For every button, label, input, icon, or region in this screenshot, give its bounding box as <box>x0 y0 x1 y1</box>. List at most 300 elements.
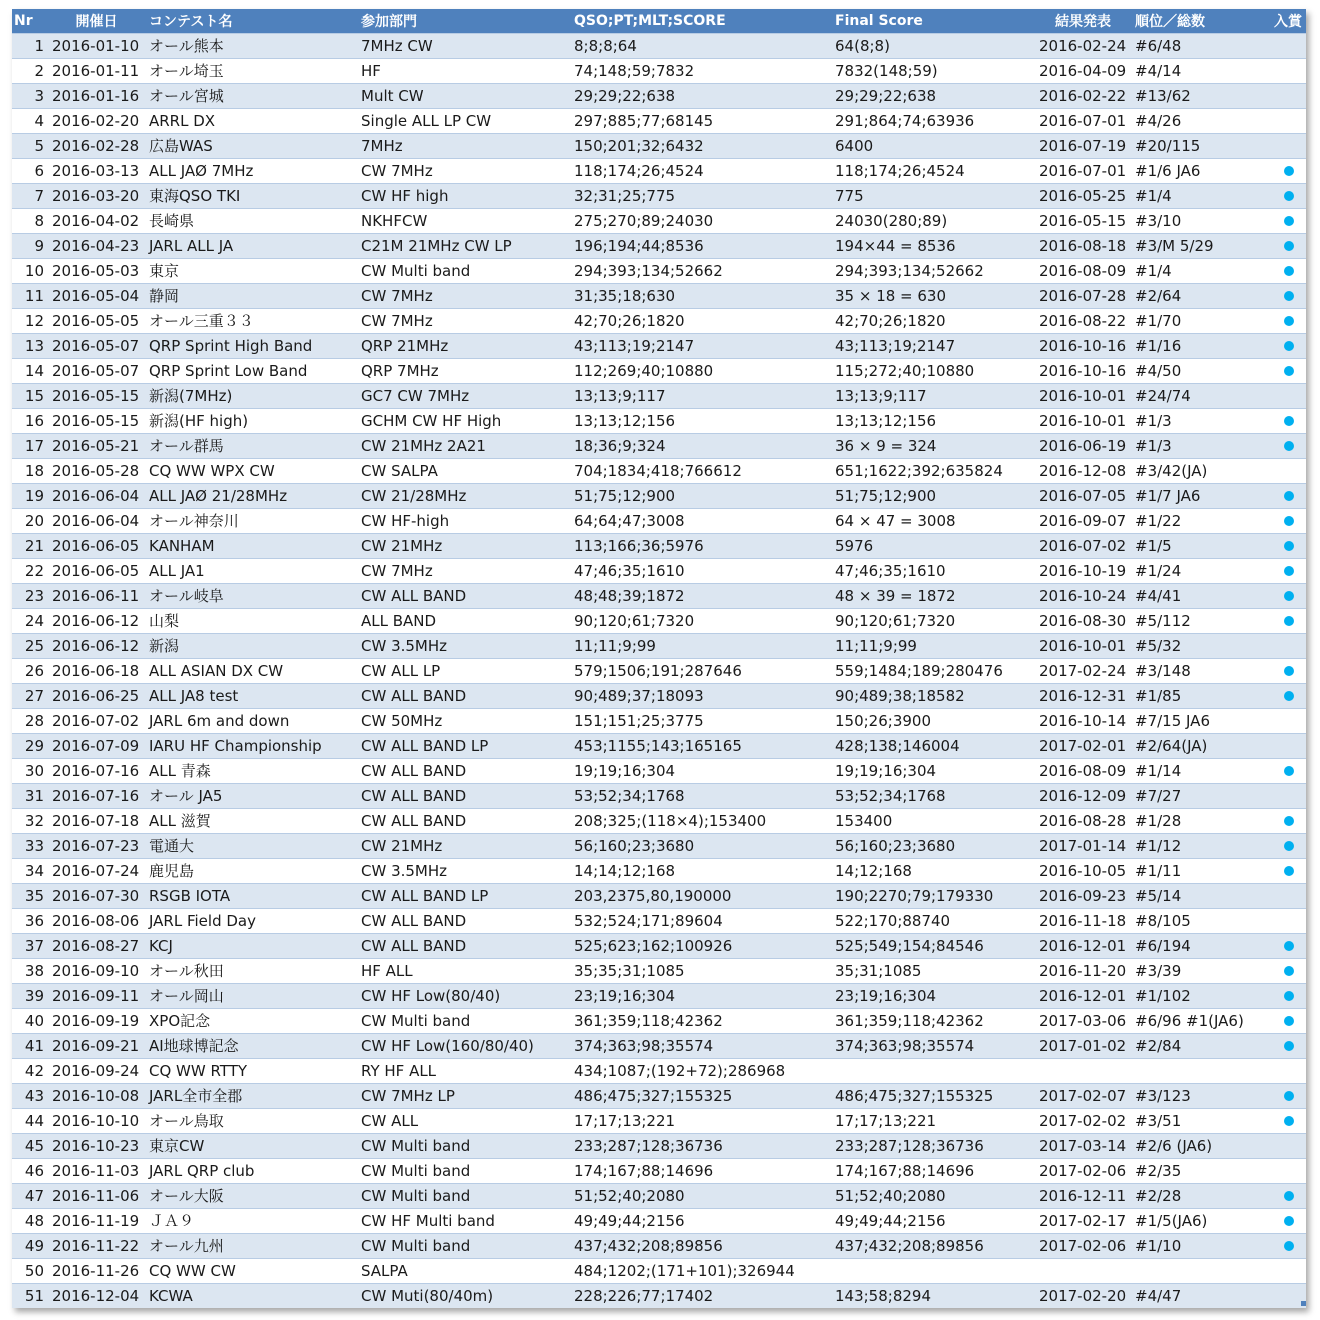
cell-nr: 44 <box>24 1111 44 1130</box>
cell-released: 2016-10-19 <box>1039 561 1127 580</box>
cell-award <box>1266 683 1306 708</box>
cell-nr: 1 <box>34 36 44 55</box>
cell-award <box>1266 1108 1306 1133</box>
cell-category: 7MHz CW <box>361 36 433 55</box>
cell-final-score: 118;174;26;4524 <box>835 161 965 180</box>
cell-qso: 8;8;8;64 <box>574 36 637 55</box>
cell-award <box>1266 233 1306 258</box>
header-released: 結果発表 <box>1055 13 1111 30</box>
award-dot-icon <box>1284 1216 1294 1226</box>
cell-contest: CQ WW RTTY <box>149 1061 248 1080</box>
cell-date: 2016-06-05 <box>52 536 140 555</box>
cell-contest: CQ WW CW <box>149 1261 236 1280</box>
cell-rank: #1/3 <box>1135 436 1172 455</box>
cell-qso: 43;113;19;2147 <box>574 336 695 355</box>
cell-category: CW HF Low(80/40) <box>361 986 501 1005</box>
cell-qso: 361;359;118;42362 <box>574 1011 723 1030</box>
cell-final-score: 51;52;40;2080 <box>835 1186 946 1205</box>
cell-qso: 13;13;12;156 <box>574 411 676 430</box>
cell-released: 2017-02-01 <box>1039 736 1127 755</box>
cell-contest: オール岐阜 <box>149 586 224 605</box>
cell-final-score: 11;11;9;99 <box>835 636 917 655</box>
cell-date: 2016-10-08 <box>52 1086 140 1105</box>
cell-nr: 33 <box>24 836 44 855</box>
cell-nr: 26 <box>24 661 44 680</box>
cell-contest: オール三重３３ <box>149 311 254 330</box>
cell-final-score: 6400 <box>835 136 874 155</box>
cell-final-score: 190;2270;79;179330 <box>835 886 994 905</box>
cell-qso: 29;29;22;638 <box>574 86 676 105</box>
cell-category: HF ALL <box>361 961 413 980</box>
cell-rank: #5/32 <box>1135 636 1182 655</box>
award-dot-icon <box>1284 366 1294 376</box>
cell-nr: 2 <box>34 61 44 80</box>
cell-award <box>1266 558 1306 583</box>
table-row <box>12 683 1306 708</box>
cell-released: 2017-02-17 <box>1039 1211 1127 1230</box>
cell-rank: #1/11 <box>1135 861 1182 880</box>
cell-released: 2016-10-14 <box>1039 711 1127 730</box>
cell-qso: 19;19;16;304 <box>574 761 676 780</box>
cell-award <box>1266 1258 1306 1283</box>
cell-nr: 8 <box>34 211 44 230</box>
cell-rank: #1/3 <box>1135 411 1172 430</box>
award-dot-icon <box>1284 841 1294 851</box>
cell-rank: #1/16 <box>1135 336 1182 355</box>
cell-award <box>1266 1133 1306 1158</box>
cell-award <box>1266 383 1306 408</box>
cell-released: 2016-07-01 <box>1039 161 1127 180</box>
cell-date: 2016-03-13 <box>52 161 140 180</box>
cell-released: 2016-09-07 <box>1039 511 1127 530</box>
cell-nr: 19 <box>24 486 44 505</box>
cell-final-score: 522;170;88740 <box>835 911 951 930</box>
cell-contest: 東京CW <box>149 1136 205 1155</box>
cell-qso: 17;17;13;221 <box>574 1111 676 1130</box>
cell-qso: 486;475;327;155325 <box>574 1086 733 1105</box>
table-row <box>12 583 1306 608</box>
cell-final-score: 174;167;88;14696 <box>835 1161 975 1180</box>
cell-date: 2016-11-06 <box>52 1186 140 1205</box>
table-row <box>12 783 1306 808</box>
cell-final-score: 48 × 39 = 1872 <box>835 586 956 605</box>
cell-category: CW Multi band <box>361 1136 471 1155</box>
cell-nr: 48 <box>24 1211 44 1230</box>
cell-final-score: 53;52;34;1768 <box>835 786 946 805</box>
award-dot-icon <box>1284 691 1294 701</box>
cell-qso: 203,2375,80,190000 <box>574 886 732 905</box>
cell-award <box>1266 1208 1306 1233</box>
cell-final-score: 115;272;40;10880 <box>835 361 975 380</box>
cell-category: 7MHz <box>361 136 403 155</box>
cell-rank: #2/64(JA) <box>1135 736 1208 755</box>
table-row <box>12 633 1306 658</box>
cell-contest: ＪＡ９ <box>149 1211 195 1230</box>
cell-category: GC7 CW 7MHz <box>361 386 470 405</box>
cell-contest: CQ WW WPX CW <box>149 461 275 480</box>
cell-nr: 7 <box>34 186 44 205</box>
cell-category: CW Muti(80/40m) <box>361 1286 494 1305</box>
cell-qso: 174;167;88;14696 <box>574 1161 714 1180</box>
cell-date: 2016-10-23 <box>52 1136 140 1155</box>
cell-date: 2016-09-21 <box>52 1036 140 1055</box>
cell-category: CW SALPA <box>361 461 438 480</box>
cell-rank: #1/14 <box>1135 761 1182 780</box>
cell-date: 2016-04-02 <box>52 211 140 230</box>
cell-award <box>1266 758 1306 783</box>
table-row <box>12 433 1306 458</box>
cell-award <box>1266 783 1306 808</box>
cell-final-score: 56;160;23;3680 <box>835 836 956 855</box>
award-dot-icon <box>1284 816 1294 826</box>
cell-final-score: 651;1622;392;635824 <box>835 461 1003 480</box>
cell-contest: AI地球博記念 <box>149 1036 239 1055</box>
cell-nr: 47 <box>24 1186 44 1205</box>
cell-contest: 新潟(HF high) <box>149 411 249 430</box>
award-dot-icon <box>1284 1091 1294 1101</box>
cell-contest: QRP Sprint High Band <box>149 336 313 355</box>
cell-date: 2016-06-25 <box>52 686 140 705</box>
cell-nr: 32 <box>24 811 44 830</box>
cell-award <box>1266 333 1306 358</box>
table-row <box>12 358 1306 383</box>
table-row <box>12 558 1306 583</box>
cell-award <box>1266 1283 1306 1308</box>
cell-released: 2016-07-19 <box>1039 136 1127 155</box>
award-dot-icon <box>1284 1116 1294 1126</box>
award-dot-icon <box>1284 191 1294 201</box>
cell-award <box>1266 258 1306 283</box>
table-row <box>12 1108 1306 1133</box>
cell-nr: 28 <box>24 711 44 730</box>
cell-nr: 22 <box>24 561 44 580</box>
table-row <box>12 108 1306 133</box>
cell-qso: 74;148;59;7832 <box>574 61 695 80</box>
table-row <box>12 958 1306 983</box>
cell-award <box>1266 958 1306 983</box>
cell-rank: #3/39 <box>1135 961 1182 980</box>
cell-qso: 453;1155;143;165165 <box>574 736 742 755</box>
cell-contest: XPO記念 <box>149 1011 211 1030</box>
cell-date: 2016-05-07 <box>52 336 140 355</box>
cell-final-score: 13;13;12;156 <box>835 411 937 430</box>
cell-rank: #3/42(JA) <box>1135 461 1208 480</box>
cell-category: CW HF Low(160/80/40) <box>361 1036 534 1055</box>
cell-nr: 49 <box>24 1236 44 1255</box>
cell-released: 2016-10-05 <box>1039 861 1127 880</box>
cell-nr: 24 <box>24 611 44 630</box>
cell-award <box>1266 908 1306 933</box>
cell-released: 2016-08-30 <box>1039 611 1127 630</box>
cell-contest: 新潟 <box>149 636 180 655</box>
cell-award <box>1266 33 1306 58</box>
cell-nr: 12 <box>24 311 44 330</box>
table-row <box>12 1033 1306 1058</box>
cell-contest: KCWA <box>149 1286 193 1305</box>
award-dot-icon <box>1284 266 1294 276</box>
table-row <box>12 158 1306 183</box>
cell-released: 2016-07-05 <box>1039 486 1127 505</box>
cell-category: Single ALL LP CW <box>361 111 492 130</box>
award-dot-icon <box>1284 591 1294 601</box>
award-dot-icon <box>1284 1016 1294 1026</box>
cell-rank: #4/26 <box>1135 111 1182 130</box>
cell-date: 2016-07-24 <box>52 861 140 880</box>
cell-rank: #5/14 <box>1135 886 1182 905</box>
cell-nr: 46 <box>24 1161 44 1180</box>
cell-rank: #7/27 <box>1135 786 1182 805</box>
cell-contest: オール熊本 <box>149 36 224 55</box>
cell-category: CW HF high <box>361 186 449 205</box>
cell-award <box>1266 308 1306 333</box>
cell-contest: KANHAM <box>149 536 215 555</box>
cell-released: 2016-12-01 <box>1039 936 1127 955</box>
cell-category: CW 21MHz <box>361 536 443 555</box>
cell-final-score: 291;864;74;63936 <box>835 111 975 130</box>
cell-contest: 静岡 <box>149 286 180 305</box>
cell-date: 2016-02-20 <box>52 111 140 130</box>
cell-qso: 51;75;12;900 <box>574 486 676 505</box>
award-dot-icon <box>1284 966 1294 976</box>
table-row <box>12 1183 1306 1208</box>
cell-rank: #24/74 <box>1135 386 1191 405</box>
cell-final-score: 374;363;98;35574 <box>835 1036 975 1055</box>
cell-released: 2016-08-28 <box>1039 811 1127 830</box>
cell-released: 2016-12-11 <box>1039 1186 1127 1205</box>
cell-released: 2016-12-31 <box>1039 686 1127 705</box>
cell-contest: 広島WAS <box>149 136 213 155</box>
cell-qso: 14;14;12;168 <box>574 861 676 880</box>
table-row <box>12 1083 1306 1108</box>
cell-category: Mult CW <box>361 86 424 105</box>
cell-final-score <box>831 1258 1035 1283</box>
cell-award <box>1266 208 1306 233</box>
table-row <box>12 1233 1306 1258</box>
cell-date: 2016-07-16 <box>52 786 140 805</box>
cell-category: CW Multi band <box>361 261 471 280</box>
contest-results-table <box>12 9 1306 1308</box>
cell-nr: 15 <box>24 386 44 405</box>
table-row <box>12 733 1306 758</box>
cell-rank: #1/85 <box>1135 686 1182 705</box>
cell-qso: 56;160;23;3680 <box>574 836 695 855</box>
cell-nr: 43 <box>24 1086 44 1105</box>
cell-qso: 23;19;16;304 <box>574 986 676 1005</box>
award-dot-icon <box>1284 766 1294 776</box>
cell-qso: 11;11;9;99 <box>574 636 656 655</box>
award-dot-icon <box>1284 216 1294 226</box>
cell-date: 2016-10-10 <box>52 1111 140 1130</box>
cell-award <box>1266 183 1306 208</box>
cell-released: 2016-10-01 <box>1039 636 1127 655</box>
cell-contest: 長崎県 <box>149 211 195 230</box>
cell-final-score: 14;12;168 <box>835 861 912 880</box>
cell-rank: #4/14 <box>1135 61 1182 80</box>
table-row <box>12 33 1306 58</box>
cell-category: CW Multi band <box>361 1186 471 1205</box>
cell-final-score: 19;19;16;304 <box>835 761 937 780</box>
cell-contest: オール群馬 <box>149 436 224 455</box>
award-dot-icon <box>1284 316 1294 326</box>
cell-nr: 9 <box>34 236 44 255</box>
cell-nr: 10 <box>24 261 44 280</box>
cell-nr: 31 <box>24 786 44 805</box>
cell-released: 2016-08-09 <box>1039 261 1127 280</box>
cell-final-score: 486;475;327;155325 <box>835 1086 994 1105</box>
cell-rank <box>1131 1058 1266 1083</box>
table-row <box>12 333 1306 358</box>
cell-rank: #4/50 <box>1135 361 1182 380</box>
cell-contest: 鹿児島 <box>149 861 195 880</box>
cell-date: 2016-09-10 <box>52 961 140 980</box>
cell-released: 2017-01-14 <box>1039 836 1127 855</box>
cell-award <box>1266 983 1306 1008</box>
cell-released: 2017-01-02 <box>1039 1036 1127 1055</box>
cell-rank: #8/105 <box>1135 911 1191 930</box>
cell-award <box>1266 658 1306 683</box>
cell-category: CW Multi band <box>361 1161 471 1180</box>
cell-nr: 40 <box>24 1011 44 1030</box>
cell-category: CW ALL BAND <box>361 911 467 930</box>
cell-released: 2016-11-18 <box>1039 911 1127 930</box>
table-row <box>12 1258 1306 1283</box>
cell-qso: 35;35;31;1085 <box>574 961 685 980</box>
cell-nr: 18 <box>24 461 44 480</box>
cell-date: 2016-11-22 <box>52 1236 140 1255</box>
cell-date: 2016-05-15 <box>52 386 140 405</box>
cell-category: CW 7MHz <box>361 311 433 330</box>
cell-released: 2016-10-24 <box>1039 586 1127 605</box>
cell-rank: #2/28 <box>1135 1186 1182 1205</box>
cell-contest: IARU HF Championship <box>149 736 322 755</box>
table-row <box>12 408 1306 433</box>
cell-award <box>1266 833 1306 858</box>
cell-category: GCHM CW HF High <box>361 411 502 430</box>
cell-released: 2016-06-19 <box>1039 436 1127 455</box>
cell-qso: 112;269;40;10880 <box>574 361 714 380</box>
cell-contest: 山梨 <box>149 611 180 630</box>
cell-final-score: 361;359;118;42362 <box>835 1011 984 1030</box>
table-row <box>12 608 1306 633</box>
cell-date: 2016-11-26 <box>52 1261 140 1280</box>
cell-contest: JARL QRP club <box>149 1161 255 1180</box>
cell-nr: 41 <box>24 1036 44 1055</box>
cell-award <box>1266 108 1306 133</box>
cell-date: 2016-09-11 <box>52 986 140 1005</box>
cell-award <box>1266 858 1306 883</box>
cell-final-score <box>831 1058 1035 1083</box>
cell-rank: #4/47 <box>1135 1286 1182 1305</box>
table-row <box>12 483 1306 508</box>
header-date: 開催日 <box>75 13 118 30</box>
cell-final-score: 150;26;3900 <box>835 711 931 730</box>
cell-category: CW ALL <box>361 1111 419 1130</box>
cell-qso: 374;363;98;35574 <box>574 1036 714 1055</box>
cell-rank: #1/102 <box>1135 986 1191 1005</box>
table-row <box>12 883 1306 908</box>
cell-contest: オール九州 <box>149 1236 224 1255</box>
table-row <box>12 58 1306 83</box>
cell-date: 2016-06-12 <box>52 636 140 655</box>
award-dot-icon <box>1284 566 1294 576</box>
cell-nr: 45 <box>24 1136 44 1155</box>
table-row <box>12 858 1306 883</box>
cell-nr: 37 <box>24 936 44 955</box>
cell-award <box>1266 283 1306 308</box>
contest-results-table-container <box>12 9 1306 1308</box>
award-dot-icon <box>1284 291 1294 301</box>
header-qso: QSO;PT;MLT;SCORE <box>574 12 726 29</box>
cell-final-score: 13;13;9;117 <box>835 386 927 405</box>
cell-award <box>1266 1033 1306 1058</box>
cell-qso: 64;64;47;3008 <box>574 511 685 530</box>
cell-rank: #1/5 <box>1135 536 1172 555</box>
cell-nr: 35 <box>24 886 44 905</box>
cell-contest: ALL 滋賀 <box>149 811 211 830</box>
cell-qso: 90;120;61;7320 <box>574 611 695 630</box>
cell-category: QRP 21MHz <box>361 336 449 355</box>
cell-released: 2016-04-09 <box>1039 61 1127 80</box>
cell-date: 2016-03-20 <box>52 186 140 205</box>
cell-date: 2016-07-30 <box>52 886 140 905</box>
cell-award <box>1266 608 1306 633</box>
header-contest: コンテスト名 <box>149 13 233 30</box>
cell-released: 2016-12-01 <box>1039 986 1127 1005</box>
cell-category: CW ALL BAND <box>361 786 467 805</box>
cell-contest: JARL 6m and down <box>149 711 290 730</box>
cell-award <box>1266 158 1306 183</box>
table-row <box>12 1158 1306 1183</box>
cell-date: 2016-04-23 <box>52 236 140 255</box>
cell-contest: 東海QSO TKI <box>149 186 241 205</box>
cell-qso: 53;52;34;1768 <box>574 786 685 805</box>
cell-nr: 16 <box>24 411 44 430</box>
cell-date: 2016-07-09 <box>52 736 140 755</box>
cell-category: CW ALL BAND LP <box>361 886 489 905</box>
award-dot-icon <box>1284 441 1294 451</box>
cell-rank: #1/4 <box>1135 261 1172 280</box>
cell-released: 2016-10-16 <box>1039 361 1127 380</box>
cell-nr: 23 <box>24 586 44 605</box>
cell-category: CW ALL BAND <box>361 936 467 955</box>
cell-nr: 38 <box>24 961 44 980</box>
cell-final-score: 36 × 9 = 324 <box>835 436 937 455</box>
cell-date: 2016-01-10 <box>52 36 140 55</box>
table-row <box>12 933 1306 958</box>
cell-qso: 484;1202;(171+101);326944 <box>574 1261 795 1280</box>
cell-released: 2017-03-06 <box>1039 1011 1127 1030</box>
cell-contest: ALL JAØ 21/28MHz <box>149 486 288 505</box>
cell-rank: #2/64 <box>1135 286 1182 305</box>
cell-rank: #3/148 <box>1135 661 1191 680</box>
cell-rank: #1/22 <box>1135 511 1182 530</box>
cell-category: CW ALL BAND LP <box>361 736 489 755</box>
cell-rank: #20/115 <box>1135 136 1201 155</box>
table-row <box>12 233 1306 258</box>
cell-category: SALPA <box>361 1261 408 1280</box>
cell-award <box>1266 408 1306 433</box>
cell-final-score: 42;70;26;1820 <box>835 311 946 330</box>
cell-contest: JARL ALL JA <box>149 236 234 255</box>
cell-date: 2016-08-06 <box>52 911 140 930</box>
cell-released: 2016-07-01 <box>1039 111 1127 130</box>
cell-award <box>1266 733 1306 758</box>
cell-released: 2016-08-22 <box>1039 311 1127 330</box>
table-row <box>12 183 1306 208</box>
cell-contest: ALL 青森 <box>149 761 211 780</box>
cell-final-score: 64(8;8) <box>835 36 890 55</box>
cell-contest: オール秋田 <box>149 961 224 980</box>
